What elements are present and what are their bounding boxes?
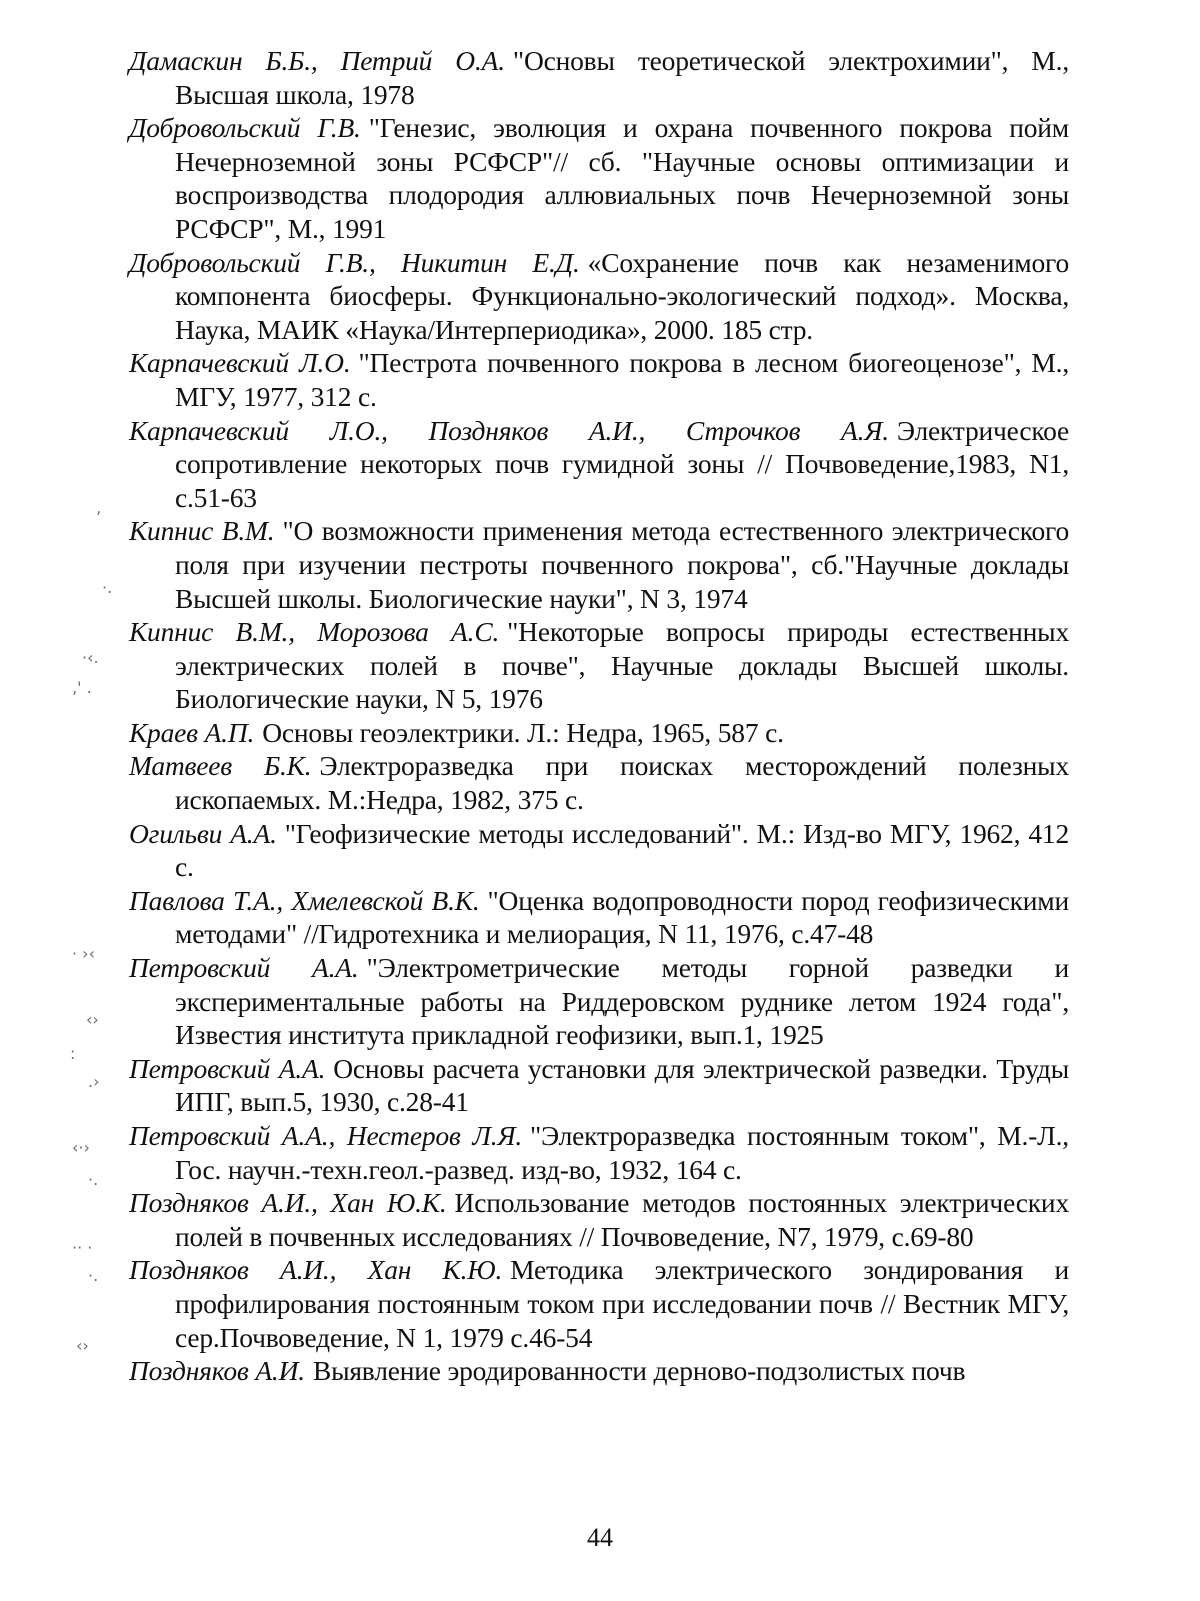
reference-text: "Пестрота почвенного покрова в лесном биогеоценозе", М., МГУ, 1977, 312 с. bbox=[175, 347, 1070, 412]
reference-text: "Геофизические методы исследований". М.: Изд-во МГУ, 1962, 412 с. bbox=[175, 817, 1069, 883]
reference-list bbox=[129, 44, 1069, 1388]
reference-text: Электрическое сопротивление некоторых почв гумидной зоны // Почвоведение,1983, N1, с.51-63 bbox=[175, 414, 1069, 513]
reference-item bbox=[129, 615, 1069, 716]
reference-authors: Петровский А.А., Нестеров Л.Я. bbox=[129, 1120, 523, 1151]
scan-mark: ·. bbox=[88, 1170, 99, 1189]
scan-mark: ‹› bbox=[76, 1336, 89, 1355]
reference-item bbox=[129, 514, 1069, 615]
reference-authors: Петровский А.А. bbox=[129, 952, 359, 984]
reference-text: "Генезис, эволюция и охрана почвенного покрова пойм Нечерноземной зоны РСФСР"// сб. "Научные основы оптимизации и воспроизводства плодородия аллювиальных почв Нечерноземной зоны РСФСР", М., 1991 bbox=[175, 112, 1069, 244]
reference-text: "Некоторые вопросы природы естественных электрических полей в почве", Научные доклады Высшей школы. Биологические науки, N 5, 1976 bbox=[175, 616, 1069, 715]
reference-text: Использование методов постоянных электрических полей в почвенных исследованиях // Почвоведение, N7, 1979, с.69-80 bbox=[175, 1187, 1069, 1252]
scan-mark: : bbox=[70, 1044, 76, 1063]
margin-scan-marks bbox=[58, 0, 128, 1601]
reference-item bbox=[129, 817, 1069, 884]
reference-text: "О возможности применения метода естественного электрического поля при изучении пестроты почвенного покрова", сб."Научные доклады Высшей школы. Биологические науки", N 3, 1974 bbox=[175, 515, 1069, 614]
reference-authors: Дамаскин Б.Б., Петрий О.А. bbox=[129, 45, 505, 76]
reference-item bbox=[129, 246, 1069, 347]
reference-authors: Петровский А.А. bbox=[129, 1052, 326, 1084]
scan-mark: ‹› bbox=[86, 1010, 99, 1029]
reference-item bbox=[129, 346, 1069, 413]
reference-text: "Оценка водопроводности пород геофизическими методами" //Гидротехника и мелиорация, N 11, 1976, с.47-48 bbox=[175, 884, 1069, 950]
reference-text: «Сохранение почв как незаменимого компонента биосферы. Функционально-экологический подход». Москва, Наука, МАИК «Наука/Интерпериодика», 2000. 185 стр. bbox=[175, 246, 1069, 345]
scan-mark: ʼ bbox=[96, 508, 102, 527]
reference-authors: Карпачевский Л.О., Поздняков А.И., Строчков А.Я. bbox=[129, 414, 889, 446]
reference-item bbox=[129, 1354, 1069, 1388]
reference-authors: Кипнис В.М., Морозова А.С. bbox=[129, 616, 500, 648]
scan-mark: ·. bbox=[102, 578, 113, 597]
reference-item bbox=[129, 414, 1069, 515]
reference-authors: Павлова Т.А., Хмелевской В.К. bbox=[129, 884, 480, 916]
reference-authors: Добровольский Г.В. bbox=[129, 112, 361, 144]
reference-item bbox=[129, 1119, 1069, 1186]
reference-item bbox=[129, 951, 1069, 1052]
scan-mark: ·. bbox=[88, 1266, 99, 1285]
reference-text: Электроразведка при поисках месторождений полезных ископаемых. М.:Недра, 1982, 375 с. bbox=[175, 750, 1070, 816]
reference-authors: Огильви А.А. bbox=[129, 817, 277, 849]
reference-item bbox=[129, 749, 1069, 816]
reference-text: "Основы теоретической электрохимии", М., Высшая школа, 1978 bbox=[175, 45, 1069, 110]
reference-item bbox=[129, 884, 1069, 951]
reference-authors: Добровольский Г.В., Никитин Е.Д. bbox=[129, 246, 580, 278]
reference-item bbox=[129, 111, 1069, 245]
reference-authors: Кипнис В.М. bbox=[129, 515, 275, 547]
reference-item bbox=[129, 1253, 1069, 1354]
reference-authors: Поздняков А.И. bbox=[129, 1355, 305, 1387]
reference-item bbox=[129, 716, 1069, 750]
reference-text: "Электрометрические методы горной разведки и экспериментальные работы на Риддеровском руднике летом 1924 года", Известия института прикладной геофизики, вып.1, 1925 bbox=[175, 952, 1069, 1051]
reference-text: Основы геоэлектрики. Л.: Недра, 1965, 587 с. bbox=[262, 716, 784, 748]
scan-mark: .› bbox=[88, 1072, 100, 1091]
reference-authors: Поздняков А.И., Хан Ю.К. bbox=[129, 1187, 447, 1219]
reference-item bbox=[129, 1186, 1069, 1253]
reference-authors: Матвеев Б.К. bbox=[129, 750, 312, 782]
reference-item bbox=[129, 1052, 1069, 1119]
reference-text: Методика электрического зондирования и профилирования постоянным током при исследовании почв // Вестник МГУ, сер.Почвоведение, N 1, 1979 с.46-54 bbox=[175, 1254, 1069, 1353]
scan-mark: ·· · bbox=[72, 1238, 93, 1257]
page-number: 44 bbox=[587, 1523, 613, 1552]
reference-item bbox=[129, 44, 1069, 111]
reference-text: "Электроразведка постоянным током", М.-Л., Гос. научн.-техн.геол.-развед. изд-во, 1932, 164 с. bbox=[175, 1120, 1069, 1185]
scan-mark: · ›‹ bbox=[72, 944, 95, 963]
scan-mark: ‚' . bbox=[72, 678, 92, 697]
scan-mark: ‹·› bbox=[72, 1138, 90, 1157]
reference-authors: Карпачевский Л.О. bbox=[129, 347, 351, 379]
reference-authors: Поздняков А.И., Хан К.Ю. bbox=[129, 1254, 503, 1286]
scan-mark: ·‹. bbox=[82, 648, 99, 667]
reference-authors: Краев А.П. bbox=[129, 716, 255, 748]
reference-text: Основы расчета установки для электрической разведки. Труды ИПГ, вып.5, 1930, с.28-41 bbox=[175, 1052, 1069, 1118]
reference-text: Выявление эродированности дерново-подзолистых почв bbox=[312, 1355, 966, 1387]
